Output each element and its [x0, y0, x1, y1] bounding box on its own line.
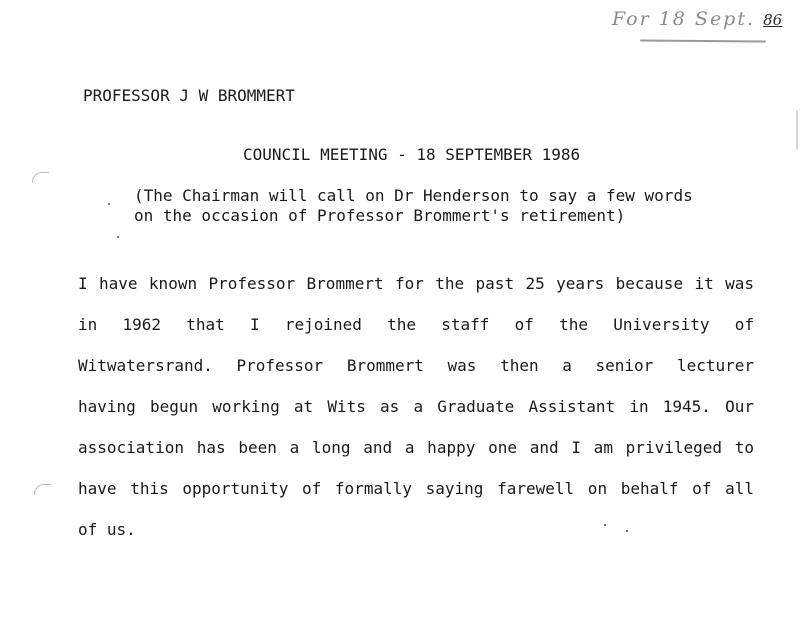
handwritten-year: 86 [763, 11, 783, 29]
document-heading: PROFESSOR J W BROMMERT [83, 86, 295, 105]
punch-hole-mark [32, 172, 49, 183]
handwritten-date: For 18 Sept. [612, 8, 756, 30]
speech-line: in 1962 that I rejoined the staff of the University of [78, 315, 754, 334]
speech-line: having begun working at Wits as a Graduate Assistant in 1945. Our [78, 397, 754, 416]
speech-line: of us. [78, 520, 136, 539]
speech-body [78, 263, 754, 550]
chairman-note [134, 186, 693, 226]
chairman-note-line: (The Chairman will call on Dr Henderson to say a few words [134, 186, 693, 205]
handwritten-annotation [612, 8, 782, 30]
scan-speck [108, 203, 110, 205]
speech-line: have this opportunity of formally saying farewell on behalf of all [78, 479, 754, 498]
punch-hole-mark [34, 484, 51, 495]
scan-speck [117, 236, 119, 238]
handwritten-underline [640, 39, 766, 42]
scan-speck [604, 524, 606, 526]
speech-line: Witwatersrand. Professor Brommert was then a senior lecturer [78, 356, 754, 375]
meeting-title: COUNCIL MEETING - 18 SEPTEMBER 1986 [243, 145, 581, 164]
scan-speck [626, 530, 628, 532]
speech-line: I have known Professor Brommert for the past 25 years because it was [78, 274, 754, 293]
chairman-note-line: on the occasion of Professor Brommert's retirement) [134, 206, 626, 225]
speech-line: association has been a long and a happy one and I am privileged to [78, 438, 754, 457]
scan-edge-mark [796, 110, 798, 150]
